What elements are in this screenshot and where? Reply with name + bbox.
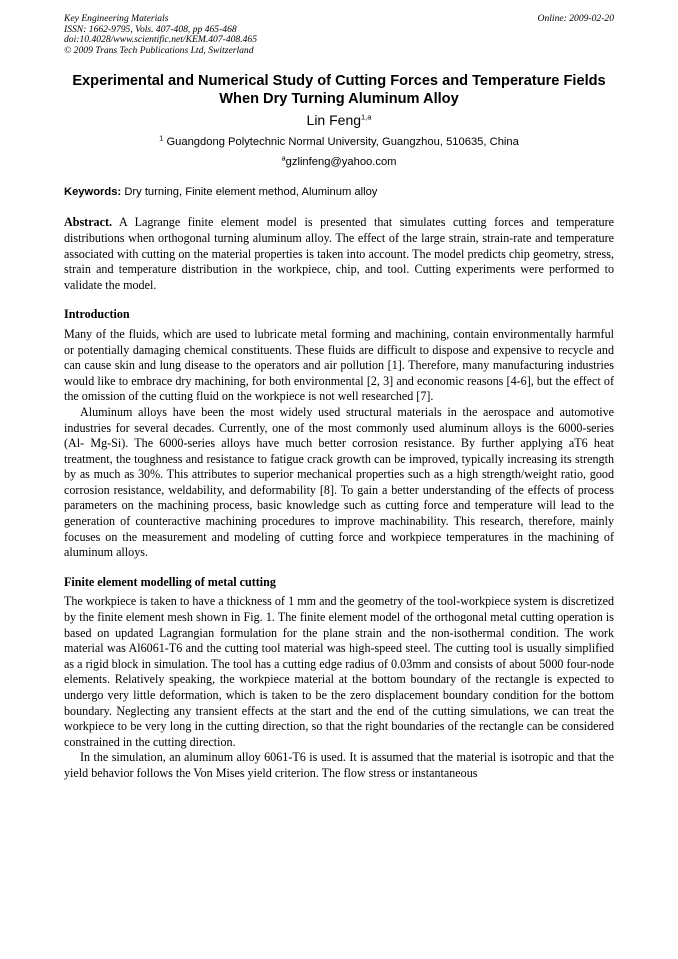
email-text: gzlinfeng@yahoo.com xyxy=(285,156,397,169)
affiliation-line xyxy=(64,135,614,149)
intro-paragraph-2: Aluminum alloys have been the most widely used structural materials in the aerospace and automotive industries for several decades. Currently, one of the most commonly used aluminum alloys is the 6000-series (Al- Mg-Si). The 6000-series alloys have much better corrosion resistance. By further applying aT6 heat treatment, the toughness and resistance to fatigue crack growth can be improved, typically increasing its strength by as much as 30%. This attributes to superior mechanical properties such as a high strength/weight ratio, good corrosion resistance, weldability, and deformability [8]. To gain a better understanding of the effects of process parameters on the machining process, basic knowledge such as cutting force and temperature will lead to the generation of counteractive machining procedures to improve machinability. This research, therefore, mainly focuses on the measurement and modeling of cutting force and workpiece temperatures in the machining of aluminum alloys. xyxy=(64,404,614,560)
journal-header xyxy=(64,14,614,56)
author-line xyxy=(64,111,614,129)
abstract-text: A Lagrange finite element model is presented that simulates cutting forces and temperature distributions when orthogonal turning aluminum alloy. The effect of the large strain, strain-rate and temperature associated with cutting on the material properties is taken into account. The model predicts chip geometry, stress, strain and temperature distribution in the workpiece, chip, and tool. Cutting experiments were performed to validate the model. xyxy=(64,215,614,292)
paper-page xyxy=(64,14,614,782)
email-superscript: a xyxy=(281,153,286,163)
fe-paragraph-1: The workpiece is taken to have a thickness of 1 mm and the geometry of the tool-workpiece system is discretized by the finite element mesh shown in Fig. 1. The finite element model of the orthogonal metal cutting operation is based on updated Lagrangian formulation for the plane strain and the non-isothermal condition. The work material was Al6061-T6 and the cutting tool material was high-speed steel. The cutting tool is usually simplified as a rigid block in simulation. The tool has a cutting edge radius of 0.03mm and consists of about 5000 four-node elements. Relatively speaking, the workpiece material at the bottom boundary of the rectangle is expected to undergo very little deformation, which is taken to be the zero displacement boundary condition for the bottom boundary. Neglecting any transient effects at the start and the end of the cutting simulations, we can treat the workpiece to be very long in the cutting direction, so that the right boundaries of the rectangle can be considered constrained in the cutting direction. xyxy=(64,594,614,749)
section-heading-introduction: Introduction xyxy=(64,307,130,322)
section-heading-finite-element: Finite element modelling of metal cutting xyxy=(64,574,276,589)
affiliation-text: Guangdong Polytechnic Normal University, Guangzhou, 510635, China xyxy=(166,136,519,149)
intro-paragraph-1: Many of the fluids, which are used to lubricate metal forming and machining, contain environmentally harmful or potentially damaging chemical constituents. These fluids are difficult to dispose and expensive to recycle and can cause skin and lung disease to the operators and air pollution [1]. Therefore, many manufacturing industries would like to embrace dry machining, for both environmental [2, 3] and economic reasons [4-6], but the effect of the omission of the cutting fluid on the workpiece is not well researched [7]. xyxy=(64,326,614,404)
online-date: Online: 2009-02-20 xyxy=(537,13,614,24)
copyright-line: © 2009 Trans Tech Publications Ltd, Switzerland xyxy=(64,44,254,56)
abstract-label: Abstract. xyxy=(64,215,113,230)
paper-title: Experimental and Numerical Study of Cutting Forces and Temperature Fields When Dry Turning Aluminum Alloy xyxy=(72,73,606,108)
issn-line: ISSN: 1662-9795, Vols. 407-408, pp 465-468 xyxy=(64,23,237,35)
fe-paragraph-2: In the simulation, an aluminum alloy 6061-T6 is used. It is assumed that the material is isotropic and that the yield behavior follows the Von Mises yield criterion. The flow stress or instantaneous xyxy=(64,750,614,780)
affiliation-superscript: 1 xyxy=(159,133,164,143)
keywords-text: Dry turning, Finite element method, Aluminum alloy xyxy=(124,186,378,199)
author-superscript: 1,a xyxy=(361,112,372,122)
keywords-line xyxy=(64,185,614,199)
author-name: Lin Feng xyxy=(306,112,362,129)
doi-line: doi:10.4028/www.scientific.net/KEM.407-408.465 xyxy=(64,34,258,46)
journal-name: Key Engineering Materials xyxy=(64,13,169,24)
abstract-paragraph xyxy=(64,215,614,293)
email-line xyxy=(64,155,614,169)
keywords-label: Keywords: xyxy=(64,186,122,199)
